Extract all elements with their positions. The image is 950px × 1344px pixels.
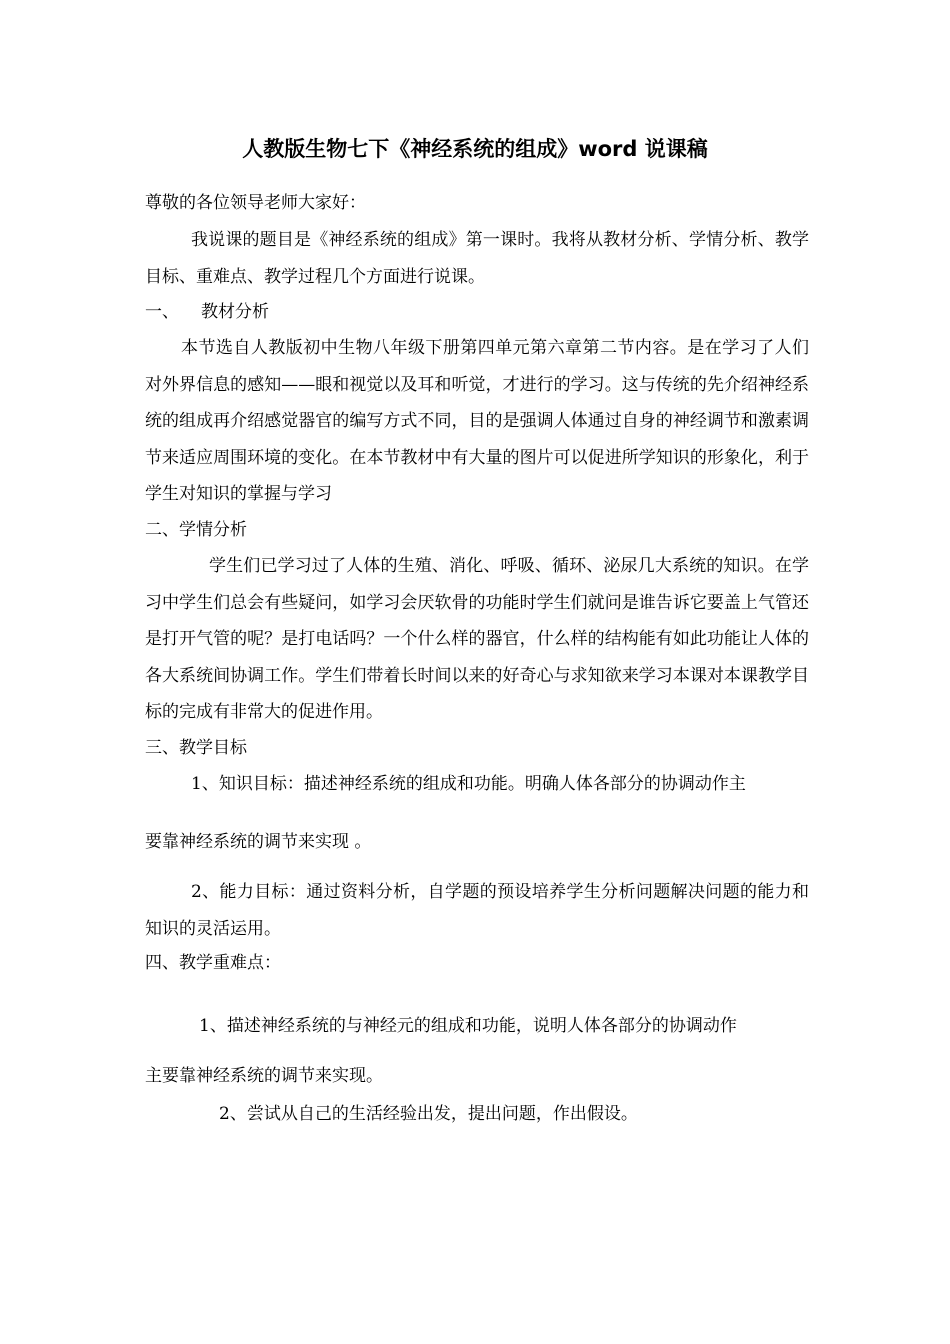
section-3-item-1-line-2: 要靠神经系统的调节来实现 。 [145,832,372,852]
section-4-item-2: 2、尝试从自己的生活经验出发，提出问题，作出假设。 [219,1104,638,1124]
section-4-item-1-line-1: 1、描述神经系统的与神经元的组成和功能，说明人体各部分的协调动作 [199,1016,737,1036]
section-3-item-2: 2、能力目标：通过资料分析，自学题的预设培养学生分析问题解决问题的能力和知识的灵活运用。 [145,882,809,939]
section-1-title: 教材分析 [201,302,269,322]
section-2-heading: 二、学情分析 [145,520,247,540]
section-1-body: 本节选自人教版初中生物八年级下册第四单元第六章第二节内容。是在学习了人们对外界信息的感知——眼和视觉以及耳和听觉，才进行的学习。这与传统的先介绍神经系统的组成再介绍感觉器官的编写方式不同，目的是强调人体通过自身的神经调节和激素调节来适应周围环境的变化。在本节教材中有大量的图片可以促进所学知识的形象化，利于学生对知识的掌握与学习 [145,338,809,504]
section-2-body: 学生们已学习过了人体的生殖、消化、呼吸、循环、泌尿几大系统的知识。在学习中学生们总会有些疑问，如学习会厌软骨的功能时学生们就问是谁告诉它要盖上气管还是打开气管的呢？是打电话吗？一个什么样的器官，什么样的结构能有如此功能让人体的各大系统间协调工作。学生们带着长时间以来的好奇心与求知欲来学习本课对本课教学目标的完成有非常大的促进作用。 [145,556,809,722]
section-3-item-1-line-1: 1、知识目标：描述神经系统的组成和功能。明确人体各部分的协调动作主 [191,774,746,794]
section-1-heading [145,294,269,330]
section-4-heading: 四、教学重难点： [145,953,281,973]
section-1-number: 一、 [145,302,179,322]
section-3-heading: 三、教学目标 [145,738,247,758]
section-4-item-1-line-2: 主要靠神经系统的调节来实现。 [145,1066,383,1086]
greeting: 尊敬的各位领导老师大家好： [145,193,366,213]
intro-paragraph: 我说课的题目是《神经系统的组成》第一课时。我将从教材分析、学情分析、教学目标、重难点、教学过程几个方面进行说课。 [145,230,809,287]
document-title: 人教版生物七下《神经系统的组成》word 说课稿 [242,137,708,161]
